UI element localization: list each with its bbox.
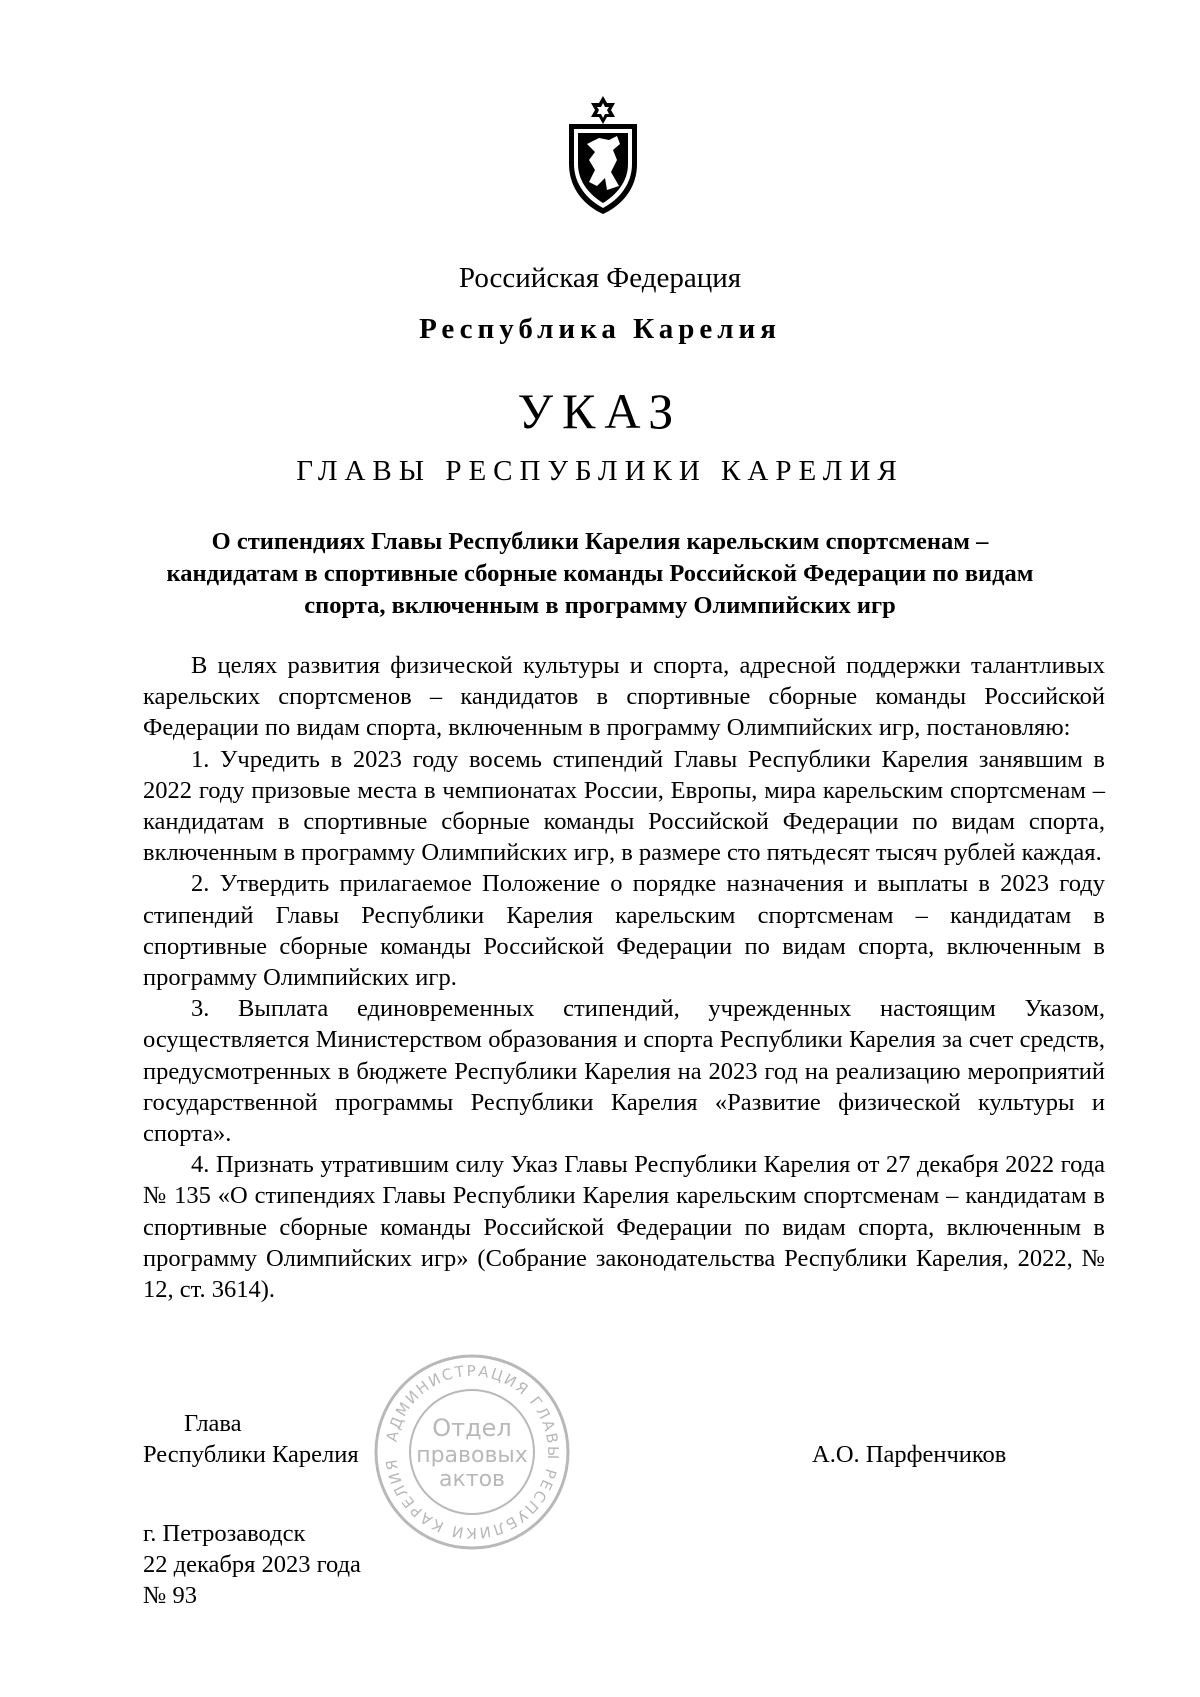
signer-position-line1: Глава [184,1410,242,1437]
decree-body [143,650,1105,1305]
legal-department-stamp [372,1352,572,1552]
signer-name: А.О. Парфенчиков [812,1441,1007,1468]
clause-2: 2. Утвердить прилагаемое Положение о порядке назначения и выплаты в 2023 году стипендий Главы Республики Карелия карельским спортсменам – кандидатам в спортивные сборные команды Российской Федерации по видам спорта, включенным в программу Олимпийских игр. [143,870,1105,992]
clause-4: 4. Признать утратившим силу Указ Главы Республики Карелия от 27 декабря 2022 года № 135 «О стипендиях Главы Республики Карелия карельским спортсменам – кандидатам в спортивные сборные команды Российской Федерации по видам спорта, включенным в программу Олимпийских игр» (Собрание законодательства Республики Карелия, 2022, № 12, ст. 3614). [143,1151,1105,1304]
stamp-line-3: актов [438,1467,506,1492]
decree-number: № 93 [143,1582,198,1609]
decree-title: О стипендиях Главы Республики Карелия карельским спортсменам – кандидатам в спортивные сборные команды Российской Федерации по видам спорта, включенным в программу Олимпийских игр [166,528,1034,619]
stamp-line-2: правовых [416,1443,528,1468]
document-type: УКАЗ [517,383,683,439]
coat-of-arms-emblem [563,94,643,218]
issue-date: 22 декабря 2023 года [143,1551,361,1578]
clause-1: 1. Учредить в 2023 году восемь стипендий Главы Республики Карелия занявшим в 2022 году призовые места в чемпионатах России, Европы, мира карельским спортсменам – кандидатам в спортивные сборные команды Российской Федерации по видам спорта, включенным в программу Олимпийских игр, в размере сто пятьдесят тысяч рублей каждая. [143,745,1105,867]
preamble-paragraph: В целях развития физической культуры и спорта, адресной поддержки талантливых карельских спортсменов – кандидатов в спортивные сборные команды Российской Федерации по видам спорта, включенным в программу Олимпийских игр, постановляю: [143,652,1105,742]
country-name: Российская Федерация [458,262,742,294]
stamp-line-1: Отдел [432,1414,512,1442]
stamp-ring-text: АДМИНИСТРАЦИЯ ГЛАВЫ РЕСПУБЛИКИ КАРЕЛИЯ [382,1361,563,1543]
clause-3: 3. Выплата единовременных стипендий, учрежденных настоящим Указом, осуществляется Министерством образования и спорта Республики Карелия за счет средств, предусмотренных в бюджете Республики Карелия на 2023 год на реализацию мероприятий государственной программы Республики Карелия «Развитие физической культуры и спорта». [143,995,1105,1148]
issuer-heading: ГЛАВЫ РЕСПУБЛИКИ КАРЕЛИЯ [296,455,904,487]
republic-name: Республика Карелия [419,313,781,345]
issue-city: г. Петрозаводск [143,1520,306,1547]
signer-position-line2: Республики Карелия [143,1441,359,1468]
